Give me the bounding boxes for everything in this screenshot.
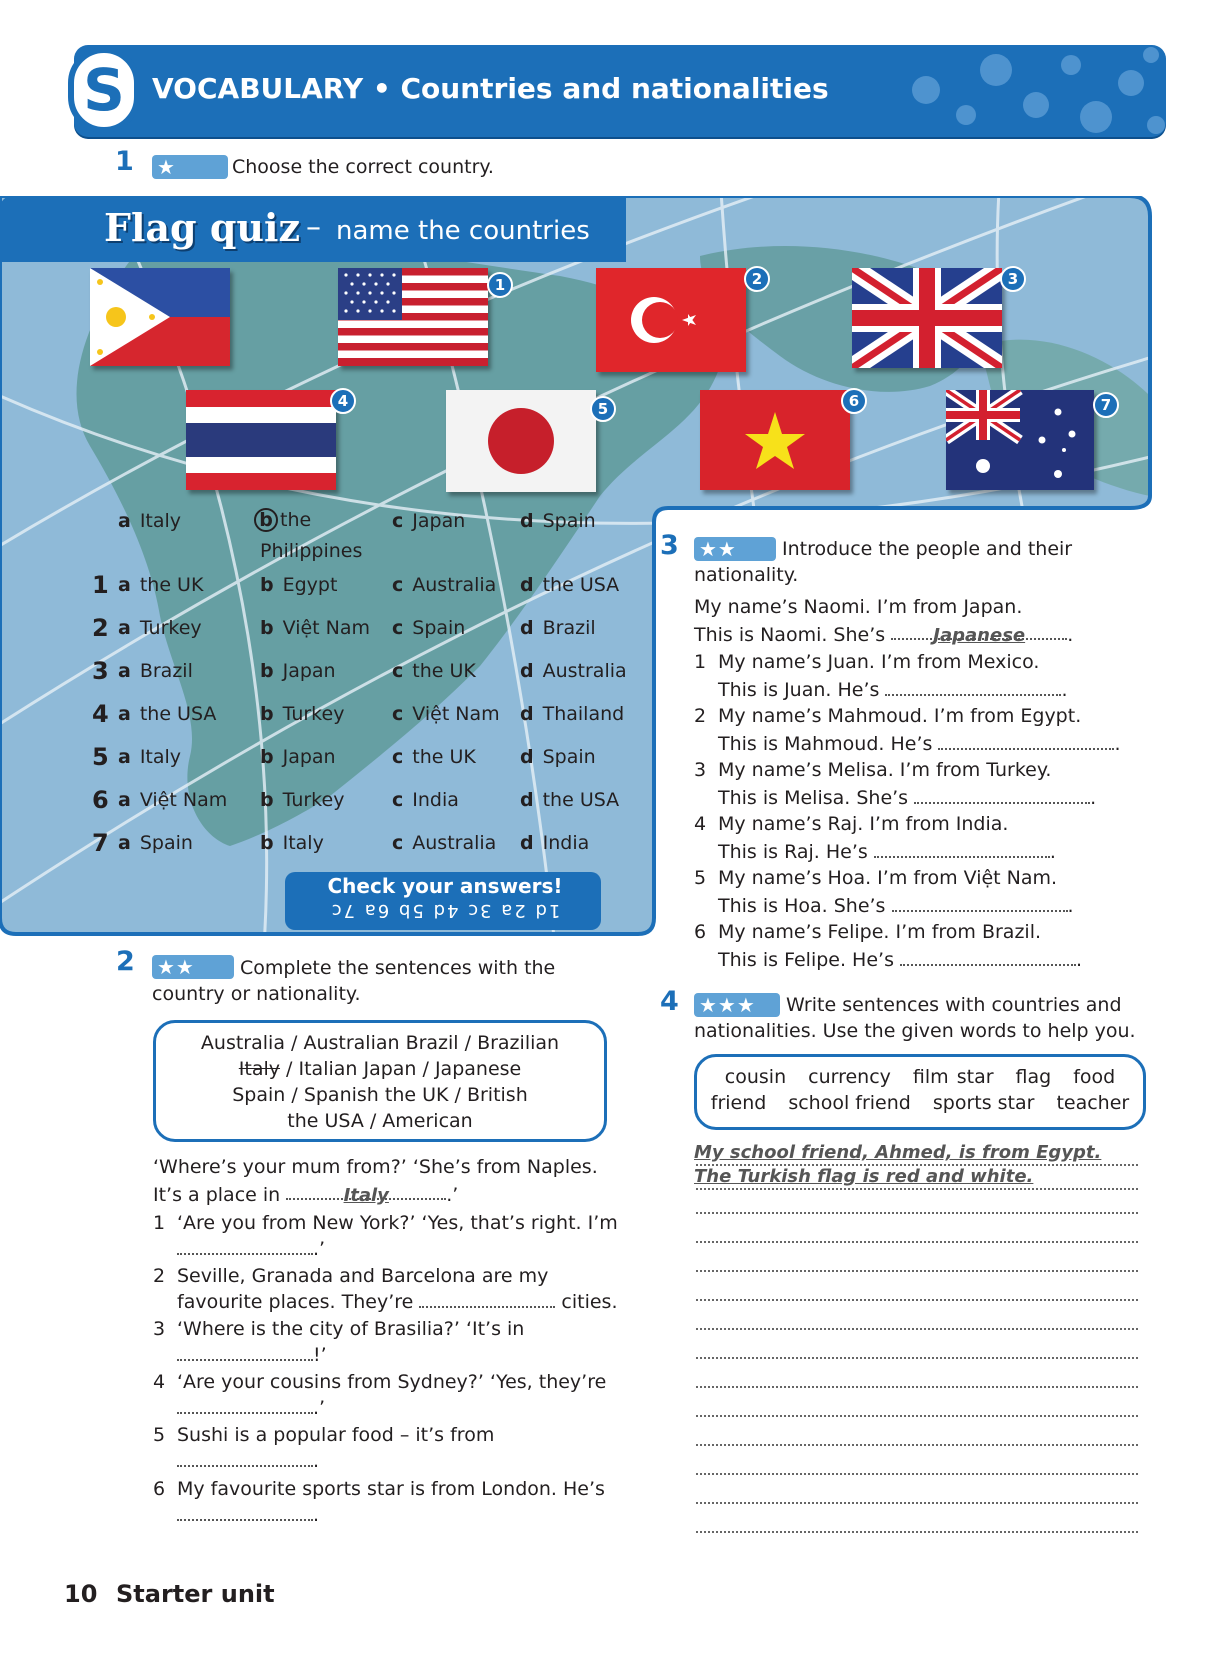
australia-flag [946, 390, 1094, 490]
option-text: Brazil [542, 617, 596, 639]
item-text: My name’s Juan. I’m from Mexico. [718, 651, 1040, 673]
option-d[interactable] [520, 832, 589, 854]
item-text: ‘Where is the city of Brasilia?’ ‘It’s in [177, 1318, 525, 1340]
item-text: This is Juan. He’s [718, 679, 880, 701]
answer-blank[interactable] [419, 1292, 555, 1308]
item-line2 [718, 949, 1082, 971]
writing-line[interactable] [696, 1444, 1138, 1446]
option-letter: d [520, 510, 534, 532]
option-letter: d [520, 703, 534, 725]
option-text: Việt Nam [412, 703, 500, 725]
option-text: Italy [139, 510, 182, 532]
flag-number-1: 1 [487, 272, 513, 298]
writing-line[interactable] [696, 1299, 1138, 1301]
philippines-flag [90, 268, 230, 366]
option-letter: a [118, 832, 131, 854]
item-text: .’ [313, 1397, 326, 1419]
writing-line[interactable] [696, 1386, 1138, 1388]
exercise-1-number: 1 [115, 146, 134, 177]
option-d[interactable] [520, 617, 596, 639]
option-b[interactable] [260, 660, 336, 682]
example-answer-blank [891, 624, 1067, 646]
difficulty-stars: ★★ [152, 955, 234, 979]
check-answers-title: Check your answers! [327, 874, 563, 898]
item-text: Seville, Granada and Barcelona are my [177, 1265, 549, 1287]
option-letter: d [520, 746, 534, 768]
option-text: the USA [542, 574, 620, 596]
answer-blank[interactable] [177, 1505, 313, 1521]
exercise-4-number: 4 [660, 986, 679, 1017]
answer-blank[interactable] [938, 734, 1114, 750]
option-c[interactable] [392, 746, 476, 768]
writing-line[interactable] [696, 1164, 1138, 1166]
option-text: the [280, 509, 312, 531]
thailand-flag [186, 390, 336, 490]
example-option-b-circled[interactable] [254, 508, 311, 532]
item-number: 6 [694, 921, 707, 943]
item-line2 [177, 1291, 618, 1313]
option-letter: c [392, 746, 404, 768]
writing-line[interactable] [696, 1502, 1138, 1504]
example-option-a[interactable] [118, 510, 181, 532]
decorative-dots [866, 45, 1166, 137]
option-c[interactable] [392, 660, 476, 682]
item-line2 [177, 1504, 319, 1526]
item-line2 [177, 1344, 327, 1366]
flag-number-5: 5 [590, 396, 616, 422]
option-c[interactable] [392, 617, 465, 639]
word-chip: film star [912, 1066, 994, 1088]
word-box-line: the USA / American [287, 1110, 473, 1132]
word-box-line: Spain / Spanish the UK / British [232, 1084, 528, 1106]
option-letter: c [392, 510, 404, 532]
option-text: Spain [542, 746, 596, 768]
option-text: Brazil [139, 660, 193, 682]
option-letter: d [520, 832, 534, 854]
writing-line[interactable] [696, 1531, 1138, 1533]
exercise-1-instruction: Choose the correct country. [232, 156, 494, 178]
answer-blank[interactable] [177, 1345, 313, 1361]
option-text: Japan [282, 746, 336, 768]
option-letter: d [520, 617, 534, 639]
word-chip: school friend [788, 1092, 911, 1114]
item-number: 1 [694, 651, 707, 673]
item-text: My name’s Hoa. I’m from Việt Nam. [718, 867, 1058, 889]
option-c[interactable] [392, 703, 500, 725]
item-text: !’ [313, 1344, 327, 1366]
unit-name: Starter unit [116, 1580, 275, 1608]
item-line2 [177, 1450, 319, 1472]
item-text: This is Felipe. He’s [718, 949, 894, 971]
option-letter: a [118, 510, 131, 532]
option-text: Egypt [282, 574, 338, 596]
writing-line[interactable] [696, 1328, 1138, 1330]
question-number: 2 [92, 614, 109, 642]
option-letter: c [392, 574, 404, 596]
option-b[interactable] [260, 832, 324, 854]
option-letter: d [520, 789, 534, 811]
item-text: favourite places. They’re [177, 1291, 414, 1313]
option-text: Spain [542, 510, 596, 532]
option-letter: a [118, 789, 131, 811]
item-line2 [718, 733, 1120, 755]
item-text: . [313, 1450, 320, 1472]
option-letter: b [260, 789, 274, 811]
item-text: My name’s Melisa. I’m from Turkey. [718, 759, 1052, 781]
word-box-text: / Italian Japan / Japanese [280, 1058, 522, 1080]
ex4-example-2: The Turkish flag is red and white. [694, 1166, 1034, 1187]
uk-flag [852, 268, 1002, 368]
ex4-example-1: My school friend, Ahmed, is from Egypt. [694, 1142, 1102, 1163]
quiz-title: Flag quiz [104, 205, 301, 250]
difficulty-stars: ★ [152, 155, 228, 179]
option-a[interactable] [118, 703, 216, 725]
item-number: 4 [694, 813, 707, 835]
option-text: Việt Nam [139, 789, 228, 811]
option-letter: c [392, 703, 404, 725]
item-text: . [313, 1504, 320, 1526]
option-text: the USA [542, 789, 620, 811]
question-number: 1 [92, 571, 109, 599]
item-text: . [1067, 895, 1074, 917]
item-line2 [177, 1238, 325, 1260]
item-text: . [1114, 733, 1121, 755]
option-text: Australia [412, 832, 497, 854]
option-text: the UK [412, 746, 476, 768]
crossed-out-word: Italy [238, 1058, 281, 1080]
exercise-4-instruction-line2: nationalities. Use the given words to help you. [694, 1020, 1136, 1042]
option-d[interactable] [520, 703, 624, 725]
item-line2 [718, 841, 1056, 863]
word-chip: sports star [932, 1092, 1035, 1114]
option-c[interactable] [392, 574, 496, 596]
flag-number-6: 6 [841, 388, 867, 414]
option-a[interactable] [118, 617, 202, 639]
example-answer: Japanese [933, 625, 1026, 646]
ex3-example-line1: My name’s Naomi. I’m from Japan. [694, 596, 1023, 618]
quiz-subtitle: name the countries [336, 216, 590, 246]
ex2-example-line1: ‘Where’s your mum from?’ ‘She’s from Naples. [153, 1156, 598, 1178]
option-letter: d [520, 574, 534, 596]
option-b[interactable] [260, 703, 344, 725]
item-text: My name’s Raj. I’m from India. [718, 813, 1009, 835]
item-number: 2 [153, 1265, 166, 1287]
answer-blank[interactable] [177, 1239, 313, 1255]
option-text: Turkey [139, 617, 202, 639]
writing-line[interactable] [696, 1241, 1138, 1243]
example-option-b-line2: Philippines [260, 540, 363, 562]
item-text: ‘Are you from New York?’ ‘Yes, that’s right. I’m [177, 1212, 618, 1234]
option-a[interactable] [118, 660, 193, 682]
example-answer-blank [286, 1184, 446, 1206]
item-text: This is Mahmoud. He’s [718, 733, 933, 755]
flag-number-2: 2 [744, 266, 770, 292]
answer-blank[interactable] [177, 1398, 313, 1414]
answer-blank[interactable] [900, 950, 1076, 966]
difficulty-stars: ★★★ [694, 993, 780, 1017]
difficulty-stars: ★★ [694, 537, 776, 561]
option-d[interactable] [520, 660, 627, 682]
option-letter: b [260, 660, 274, 682]
option-letter: b [260, 617, 274, 639]
item-text: My favourite sports star is from London. He’s [177, 1478, 605, 1500]
item-number: 1 [153, 1212, 166, 1234]
option-text: Spain [139, 832, 193, 854]
option-letter: a [118, 574, 131, 596]
option-text: India [412, 789, 459, 811]
check-answers-upside-down: 1d 2a 3c 4d 5b 6a 7c [329, 900, 561, 921]
item-text: This is Melisa. She’s [718, 787, 909, 809]
item-text: Sushi is a popular food – it’s from [177, 1424, 495, 1446]
option-text: Japan [412, 510, 466, 532]
word-box-line: Australia / Australian Brazil / Brazilian [200, 1032, 560, 1054]
answer-blank[interactable] [874, 842, 1050, 858]
page-title: VOCABULARY • Countries and nationalities [152, 72, 829, 105]
word-chip: flag [1015, 1066, 1052, 1088]
option-text: the UK [412, 660, 476, 682]
item-text: . [1049, 841, 1056, 863]
option-letter: a [118, 746, 131, 768]
question-number: 4 [92, 700, 109, 728]
option-text: India [542, 832, 590, 854]
answer-blank[interactable] [177, 1451, 313, 1467]
option-d[interactable] [520, 789, 619, 811]
item-number: 5 [694, 867, 707, 889]
item-line2 [177, 1397, 325, 1419]
option-text: the UK [139, 574, 204, 596]
writing-line[interactable] [696, 1415, 1138, 1417]
item-number: 5 [153, 1424, 166, 1446]
word-chip: teacher [1056, 1092, 1130, 1114]
option-letter: b [260, 703, 274, 725]
option-a[interactable] [118, 832, 193, 854]
answer-blank[interactable] [914, 788, 1090, 804]
item-text: This is Hoa. She’s [718, 895, 886, 917]
option-letter: b [260, 746, 274, 768]
word-chip: food [1073, 1066, 1116, 1088]
writing-line[interactable] [696, 1188, 1138, 1190]
option-text: Italy [282, 832, 324, 854]
option-letter: b [260, 832, 274, 854]
item-line2 [718, 787, 1096, 809]
item-line2 [718, 679, 1068, 701]
writing-line[interactable] [696, 1357, 1138, 1359]
exercise-3-instruction: Introduce the people and their [782, 538, 1073, 560]
vietnam-flag [700, 390, 850, 490]
option-a[interactable] [118, 574, 203, 596]
flag-number-7: 7 [1093, 392, 1119, 418]
option-letter: d [520, 660, 534, 682]
option-a[interactable] [118, 789, 227, 811]
option-letter: c [392, 660, 404, 682]
word-chip: currency [808, 1066, 891, 1088]
option-b[interactable] [260, 746, 336, 768]
exercise-2-instruction: Complete the sentences with the [240, 957, 556, 979]
example-option-c[interactable] [392, 510, 465, 532]
answer-blank[interactable] [885, 680, 1061, 696]
word-box-line [153, 1058, 607, 1080]
question-number: 3 [92, 657, 109, 685]
item-number: 2 [694, 705, 707, 727]
answer-blank[interactable] [892, 896, 1068, 912]
question-number: 5 [92, 743, 109, 771]
question-number: 7 [92, 829, 109, 857]
flag-number-3: 3 [1000, 266, 1026, 292]
example-text: This is Naomi. She’s [694, 624, 886, 646]
writing-line[interactable] [696, 1473, 1138, 1475]
option-text: Turkey [282, 703, 345, 725]
word-box-line [694, 1092, 1146, 1114]
item-text: .’ [313, 1238, 326, 1260]
question-number: 6 [92, 786, 109, 814]
option-b[interactable] [260, 789, 344, 811]
quiz-dash: – [306, 210, 321, 245]
option-letter: c [392, 617, 404, 639]
example-text: . [1067, 624, 1074, 646]
option-a[interactable] [118, 746, 181, 768]
exercise-2-instruction-line2: country or nationality. [152, 983, 361, 1005]
item-text: . [1090, 787, 1097, 809]
option-letter: a [118, 703, 131, 725]
option-text: Japan [282, 660, 336, 682]
word-chip: cousin [724, 1066, 787, 1088]
option-letter: b [260, 574, 274, 596]
section-badge: S [68, 47, 140, 133]
item-number: 4 [153, 1371, 166, 1393]
item-text: ‘Are your cousins from Sydney?’ ‘Yes, they’re [177, 1371, 607, 1393]
option-text: Spain [412, 617, 466, 639]
option-text: the USA [139, 703, 217, 725]
item-text: This is Raj. He’s [718, 841, 868, 863]
exercise-3-instruction-line2: nationality. [694, 564, 799, 586]
example-text: .’ [446, 1184, 459, 1206]
word-box-line [694, 1066, 1146, 1088]
option-d[interactable] [520, 746, 596, 768]
ex3-example-line2 [694, 624, 1073, 646]
usa-flag [338, 268, 488, 366]
option-c[interactable] [392, 789, 459, 811]
example-answer: Italy [343, 1185, 389, 1206]
item-text: My name’s Felipe. I’m from Brazil. [718, 921, 1042, 943]
writing-line[interactable] [696, 1212, 1138, 1214]
option-b[interactable] [260, 574, 337, 596]
option-text: Italy [139, 746, 182, 768]
turkey-flag [596, 268, 746, 372]
ex2-example-line2 [153, 1184, 458, 1206]
option-b[interactable] [260, 617, 370, 639]
example-text: It’s a place in [153, 1184, 281, 1206]
option-letter: c [392, 832, 404, 854]
option-letter: a [118, 617, 131, 639]
japan-flag [446, 390, 596, 492]
option-text: Việt Nam [282, 617, 371, 639]
option-d[interactable] [520, 574, 619, 596]
item-number: 3 [153, 1318, 166, 1340]
example-option-d[interactable] [520, 510, 596, 532]
item-number: 3 [694, 759, 707, 781]
circled-letter: b [254, 508, 278, 532]
item-line2 [718, 895, 1074, 917]
exercise-2-number: 2 [116, 946, 135, 977]
option-text: Australia [412, 574, 497, 596]
option-text: Thailand [542, 703, 625, 725]
exercise-3-number: 3 [660, 530, 679, 561]
item-number: 6 [153, 1478, 166, 1500]
option-letter: c [392, 789, 404, 811]
page-number: 10 [64, 1580, 98, 1608]
exercise-4-instruction: Write sentences with countries and [786, 994, 1122, 1016]
word-chip: friend [710, 1092, 767, 1114]
flag-number-4: 4 [330, 388, 356, 414]
writing-line[interactable] [696, 1270, 1138, 1272]
option-text: Australia [542, 660, 627, 682]
option-letter: a [118, 660, 131, 682]
item-text: . [1076, 949, 1083, 971]
option-text: Turkey [282, 789, 345, 811]
item-text: . [1061, 679, 1068, 701]
item-text: My name’s Mahmoud. I’m from Egypt. [718, 705, 1082, 727]
item-text: cities. [561, 1291, 618, 1313]
option-c[interactable] [392, 832, 496, 854]
